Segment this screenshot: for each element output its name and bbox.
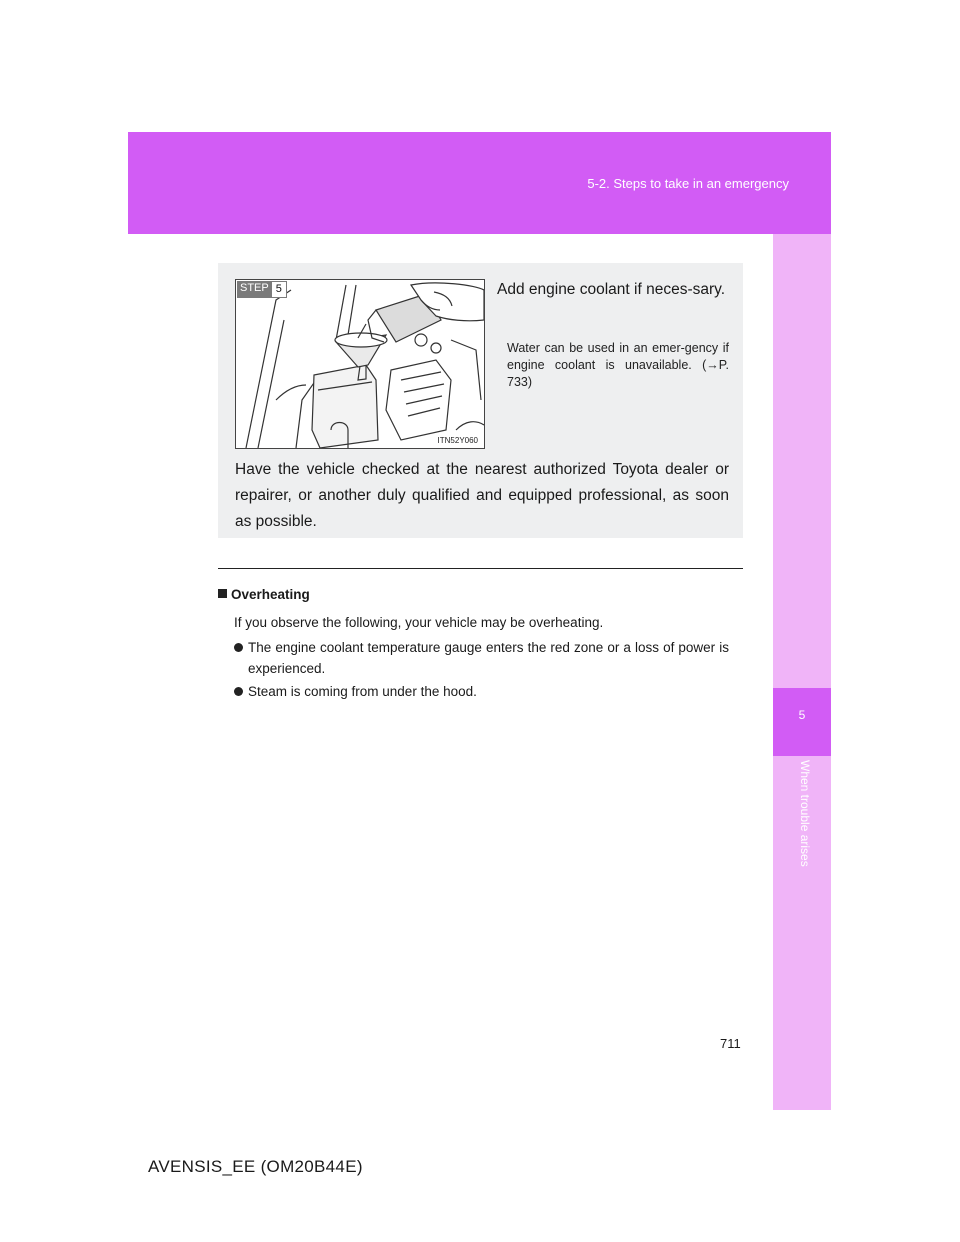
step-note: Water can be used in an emer-gency if engine coolant is unavailable. (→P. 733) [507,341,729,389]
chapter-side-tab [773,234,831,1110]
section-divider [218,568,743,569]
chapter-number: 5 [798,708,806,722]
document-code: AVENSIS_EE (OM20B44E) [148,1157,363,1176]
page-number: 711 [720,1036,741,1051]
chapter-number-box [773,688,831,756]
engine-coolant-pour-drawing [236,280,484,448]
list-item-text: Steam is coming from under the hood. [248,684,477,699]
illustration-code: ITN52Y060 [437,436,478,445]
chapter-label: When trouble arises [798,760,812,867]
note-title [218,587,310,602]
step-instruction: Add engine coolant if neces-sary. [497,281,726,298]
bullet-dot-icon [234,643,243,652]
list-item [234,637,729,679]
header-band [128,132,831,234]
list-item [234,681,729,702]
note-title-text: Overheating [231,587,310,602]
step-box [218,263,743,538]
coolant-illustration [235,279,485,449]
list-item-text: The engine coolant temperature gauge enters the red zone or a loss of power is experienced. [248,640,729,676]
bullet-dot-icon [234,687,243,696]
note-intro: If you observe the following, your vehicle may be overheating. [234,615,604,630]
section-title: 5-2. Steps to take in an emergency [587,176,789,191]
step-badge-word: STEP [237,281,272,298]
step-badge-number: 5 [272,281,287,298]
step-followup-text: Have the vehicle checked at the nearest authorized Toyota dealer or repairer, or another duly qualified and equipped professional, as soon as possible. [235,461,729,530]
step-badge [237,281,287,298]
square-bullet-icon [218,589,227,598]
